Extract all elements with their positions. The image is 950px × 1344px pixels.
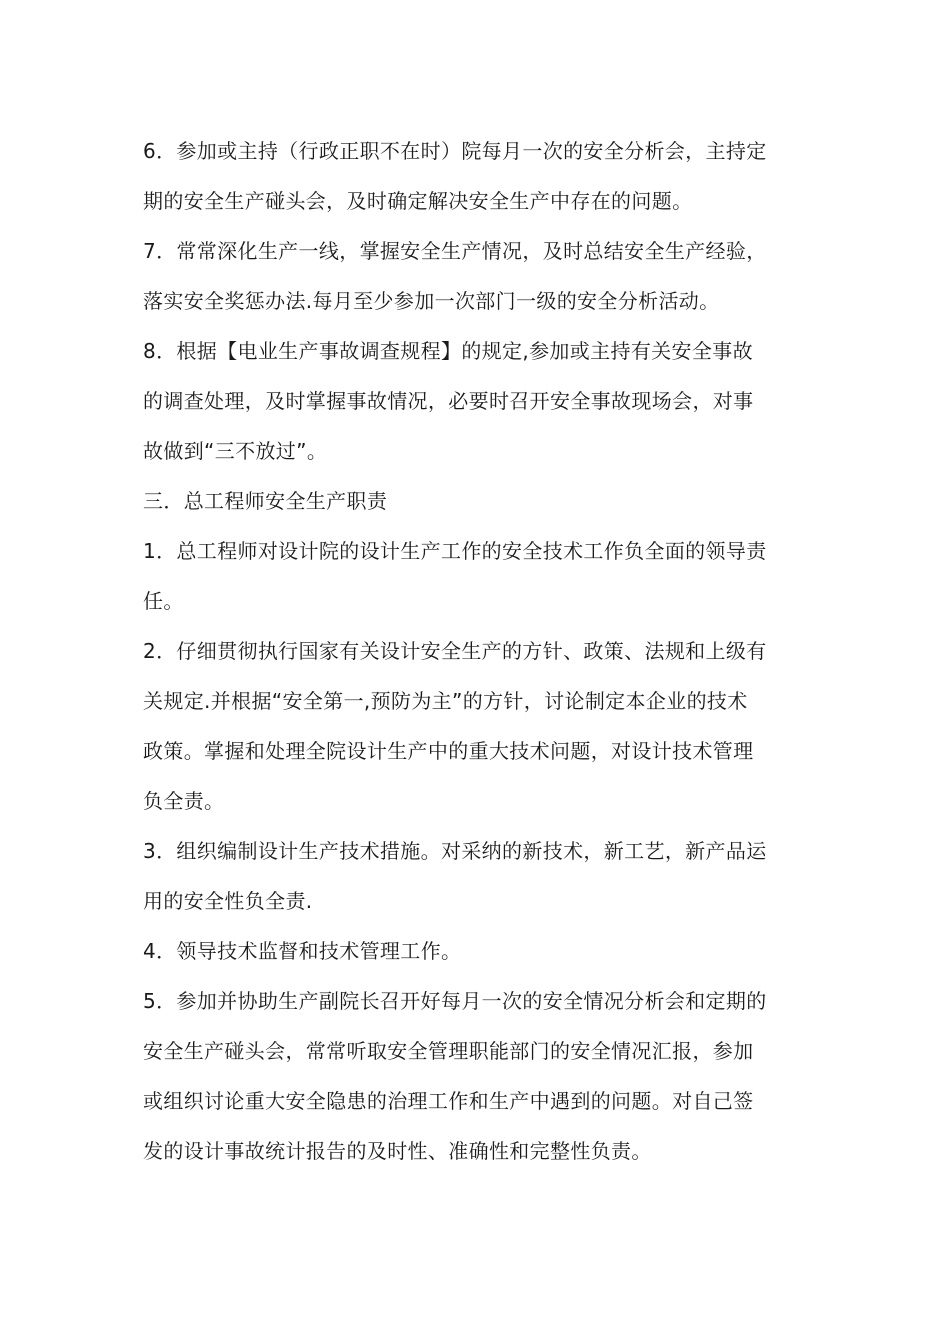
document-body xyxy=(143,126,803,1176)
text-line: 政策。掌握和处理全院设计生产中的重大技术问题，对设计技术管理 xyxy=(143,739,754,763)
text-line: 4．领导技术监督和技术管理工作。 xyxy=(143,939,462,963)
paragraph-item-8 xyxy=(143,326,803,476)
paragraph-item-4 xyxy=(143,926,803,976)
text-line: 1．总工程师对设计院的设计生产工作的安全技术工作负全面的领导责 xyxy=(143,539,767,563)
text-line: 7．常常深化生产一线，掌握安全生产情况，及时总结安全生产经验， xyxy=(143,239,767,263)
text-line: 任。 xyxy=(143,589,184,613)
text-line: 故做到“三不放过”。 xyxy=(143,439,328,463)
text-line: 落实安全奖惩办法.每月至少参加一次部门一级的安全分析活动。 xyxy=(143,289,720,313)
text-line: 负全责。 xyxy=(143,789,225,813)
text-line: 5．参加并协助生产副院长召开好每月一次的安全情况分析会和定期的 xyxy=(143,989,767,1013)
text-line: 8．根据【电业生产事故调查规程】的规定,参加或主持有关安全事故 xyxy=(143,339,753,363)
text-line: 安全生产碰头会，常常听取安全管理职能部门的安全情况汇报，参加 xyxy=(143,1039,754,1063)
text-line: 发的设计事故统计报告的及时性、准确性和完整性负责。 xyxy=(143,1139,652,1163)
paragraph-item-1 xyxy=(143,526,803,626)
paragraph-item-2 xyxy=(143,626,803,826)
text-line: 3．组织编制设计生产技术措施。对采纳的新技术，新工艺，新产品运 xyxy=(143,839,767,863)
text-line: 或组织讨论重大安全隐患的治理工作和生产中遇到的问题。对自己签 xyxy=(143,1089,754,1113)
text-line: 2．仔细贯彻执行国家有关设计安全生产的方针、政策、法规和上级有 xyxy=(143,639,767,663)
paragraph-item-7 xyxy=(143,226,803,326)
text-line: 期的安全生产碰头会，及时确定解决安全生产中存在的问题。 xyxy=(143,189,693,213)
text-line: 关规定.并根据“安全第一,预防为主”的方针，讨论制定本企业的技术 xyxy=(143,689,748,713)
paragraph-item-5 xyxy=(143,976,803,1176)
text-line: 用的安全性负全责. xyxy=(143,889,313,913)
section-heading-chief-engineer xyxy=(143,476,803,526)
paragraph-item-6 xyxy=(143,126,803,226)
text-line: 的调查处理，及时掌握事故情况，必要时召开安全事故现场会，对事 xyxy=(143,389,754,413)
text-line: 6．参加或主持（行政正职不在时）院每月一次的安全分析会，主持定 xyxy=(143,139,767,163)
paragraph-item-3 xyxy=(143,826,803,926)
text-line: 三．总工程师安全生产职责 xyxy=(143,489,388,513)
